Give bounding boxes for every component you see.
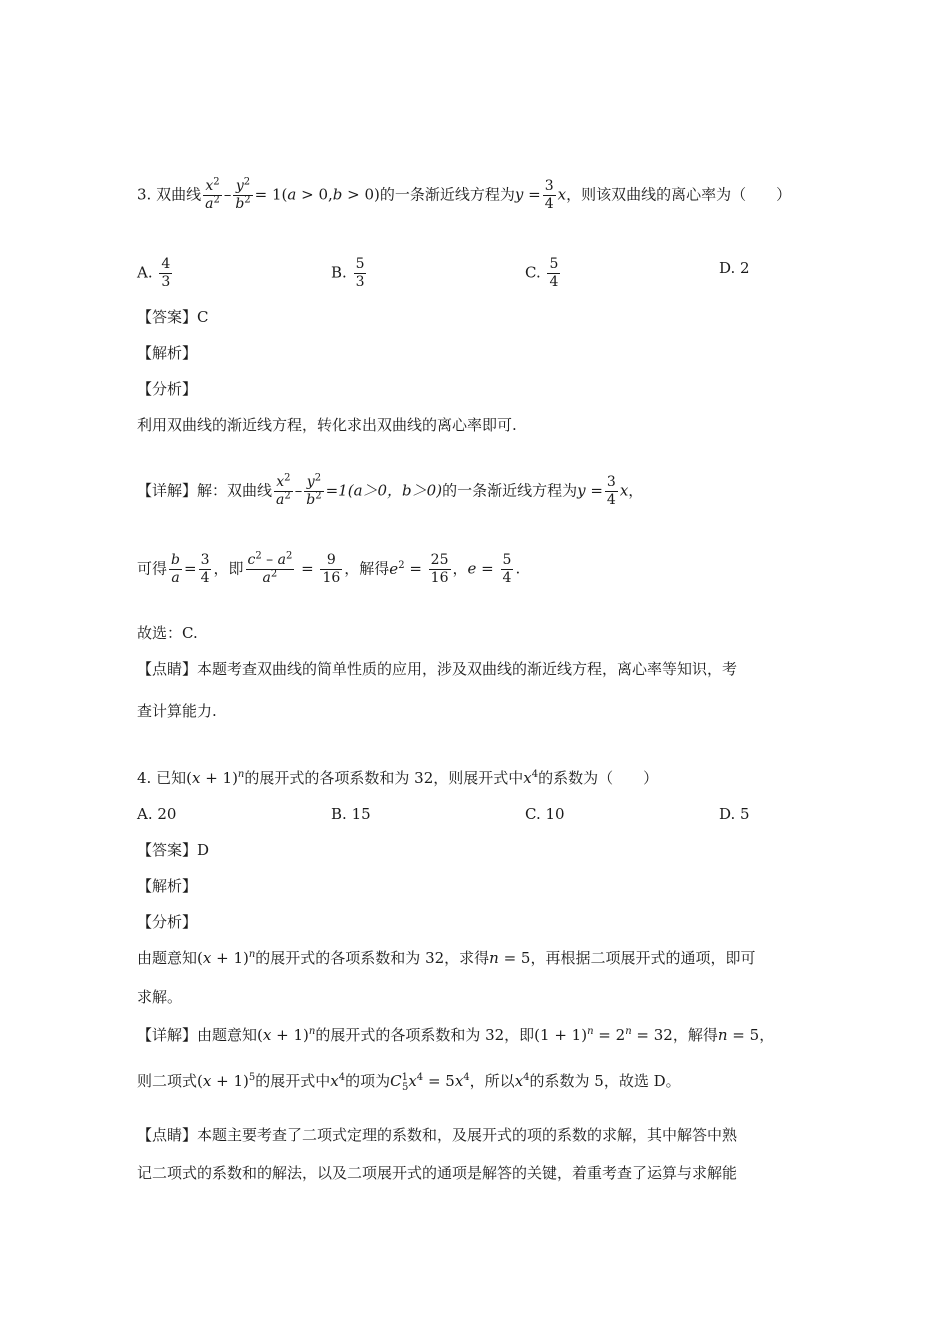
q4-dianjing-line2: 记二项式的系数和的解法，以及二项展开式的通项是解答的关键，着重考查了运算与求解能 xyxy=(137,1164,738,1182)
q3-option-b xyxy=(331,256,368,291)
q3-frac-x2a2: $\frac{x^2}{a^2}$ xyxy=(205,176,220,212)
q3-stem: 3. 双曲线 $\frac{x^2}{a^2}$ – $\frac{y^2}{b^2}$ = 1(a > 0,b > 0)的一条渐近线方程为y = $\frac{3}{4}$ x，则该双曲线的离心率为（ ） xyxy=(137,176,792,212)
q3-conclusion: 故选：C. xyxy=(137,624,198,642)
q3-stem-prefix: 3. 双曲线 xyxy=(137,185,202,204)
q4-option-b: B. 15 xyxy=(331,805,371,823)
q3-stem-mid: 的一条渐近线方程为 xyxy=(379,185,515,204)
q4-detail-line1: 【详解】由题意知$(x + 1)^n$的展开式的各项系数和为 32，即$(1 + 1)^n = 2^n = 32$，解得n = 5， xyxy=(137,1026,775,1044)
q3-option-b-frac: $\frac{5}{3}$ xyxy=(355,256,365,290)
q4-analysis-heading: 【解析】 xyxy=(137,877,198,895)
q3-dianjing-line1: 【点睛】本题考查双曲线的简单性质的应用，涉及双曲线的渐近线方程，离心率等知识，考 xyxy=(137,660,738,678)
q3-option-d-value: 2 xyxy=(740,259,750,277)
q3-option-b-letter: B. xyxy=(331,263,352,282)
q3-frac-3-4: $\frac{3}{4}$ xyxy=(544,178,554,212)
q4-option-a: A. 20 xyxy=(137,805,177,823)
q3-answer: 【答案】C xyxy=(137,308,209,326)
q3-detail-line2: 可得 $\frac{b}{a}$ = $\frac{3}{4}$ ，即 $\frac{c^2 - a^2}{a^2}$ = $\frac{9}{16}$ ，解得$e^2$ = $\frac{25}{16}$ ，e = $\frac{5}{4}$ . xyxy=(137,550,521,586)
q4-stem: 4. 已知$(x + 1)^n$的展开式的各项系数和为 32，则展开式中$x^4$的系数为（ ） xyxy=(137,769,659,787)
q3-option-d-letter: D. xyxy=(719,259,741,277)
q3-frac-y2b2: $\frac{y^2}{b^2}$ xyxy=(235,176,251,212)
q3-stem-suffix: ，则该双曲线的离心率为（ ） xyxy=(566,185,792,204)
q3-detail-line1: 【详解】解：双曲线 $\frac{x^2}{a^2}$ – $\frac{y^2}{b^2}$ =1(a＞0，b＞0)的一条渐近线方程为y = $\frac{3}{4}$ x， xyxy=(137,472,644,508)
q4-option-c: C. 10 xyxy=(525,805,565,823)
q3-option-c-letter: C. xyxy=(525,263,546,282)
q3-fenxi-text: 利用双曲线的渐近线方程，转化求出双曲线的离心率即可. xyxy=(137,416,517,434)
q3-asymptote-x: x xyxy=(557,185,567,204)
q3-option-a xyxy=(137,256,174,291)
q4-dianjing-line1: 【点睛】本题主要考查了二项式定理的系数和，及展开式的项的系数的求解，其中解答中熟 xyxy=(137,1126,738,1144)
q4-option-d: D. 5 xyxy=(719,805,750,823)
q4-fenxi-heading: 【分析】 xyxy=(137,913,198,931)
q3-answer-value: C xyxy=(197,308,209,326)
q4-fenxi-line2: 求解。 xyxy=(137,988,183,1006)
q3-dianjing-line2: 查计算能力. xyxy=(137,702,217,720)
q3-option-d xyxy=(719,257,750,279)
q3-asymptote: y = xyxy=(514,185,541,204)
q3-analysis-heading: 【解析】 xyxy=(137,344,198,362)
q3-option-c-frac: $\frac{5}{4}$ xyxy=(549,256,559,290)
q4-answer: 【答案】D xyxy=(137,841,210,859)
q4-fenxi-line1: 由题意知$(x + 1)^n$的展开式的各项系数和为 32，求得n = 5，再根据二项展开式的通项，即可 xyxy=(137,949,756,967)
q4-detail-line2: 则二项式$(x + 1)^5$的展开式中$x^4$的项为$C^1_5x^4 = 5x^4$，所以$x^4$的系数为 5，故选 D。 xyxy=(137,1072,681,1093)
q3-fenxi-heading: 【分析】 xyxy=(137,380,198,398)
q4-answer-value: D xyxy=(197,841,210,859)
q3-option-a-letter: A. xyxy=(137,263,158,282)
q3-option-c xyxy=(525,256,562,291)
q3-option-a-frac: $\frac{4}{3}$ xyxy=(161,256,171,290)
q3-stem-condition: = 1(a > 0,b > 0) xyxy=(254,185,380,204)
